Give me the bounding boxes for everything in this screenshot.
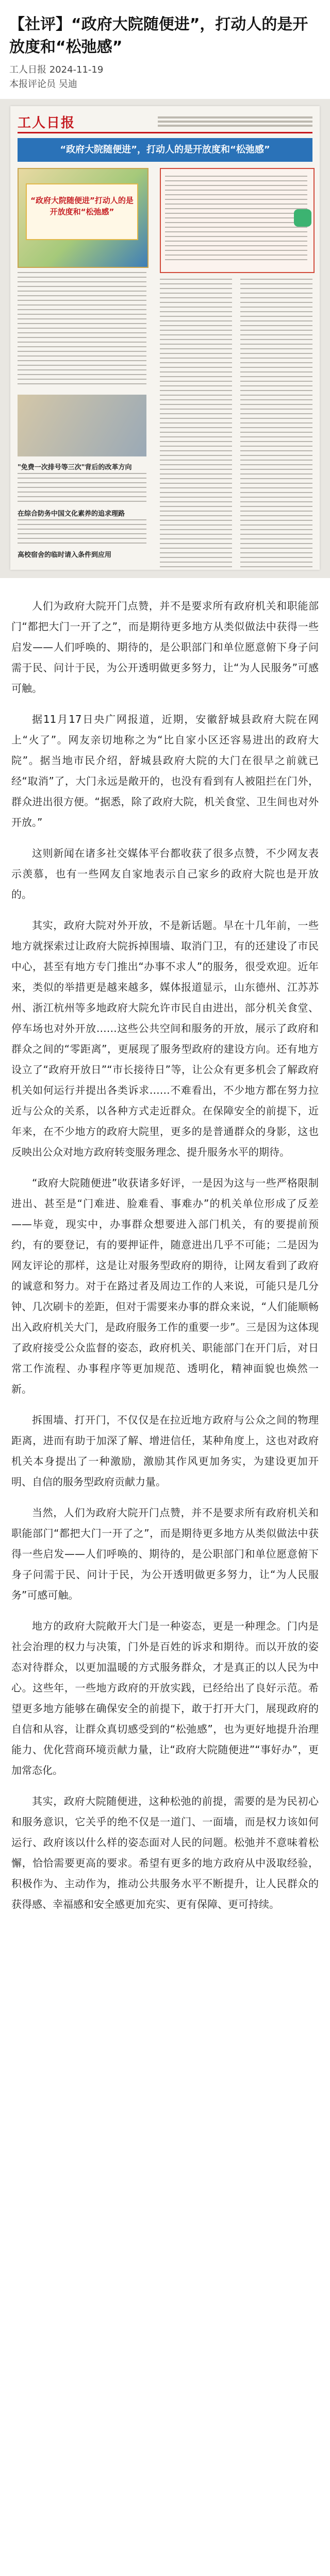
- article-paragraph: 其实，政府大院对外开放，不是新话题。早在十几年前，一些地方就探索过让政府大院拆掉围墙、取消门卫，有的还建设了市民中心，甚至有地方专门推出“办事不求人”的服务，很受欢迎。近年来，类似的举措更是越来越多，媒体报道显示，山东德州、江苏苏州、浙江杭州等多地政府大院允许市民自由进出，部分机关食堂、停车场也对外开放……这些公共空间和服务的开放，展示了政府和群众之间的“零距离”，更展现了服务型政府的建设方向。还有地方设立了“政府开放日”“市长接待日”等，让公众有更多机会了解政府机关如何运行并提出各类诉求……不难看出，不少地方都在努力拉近与公众的关系，以各种方式走近群众。在保障安全的前提下，近年来，在不少地方的政府大院里，更多的是普通群众的身影，这也反映出公众对地方政府转变服务理念、提升服务水平的期待。: [11, 919, 319, 1158]
- article-paragraph: 据11月17日央广网报道，近期，安徽舒城县政府大院在网上“火了”。网友亲切地称之为“比自家小区还容易进出的政府大院”。据当地市民介绍，舒城县政府大院的大门在很早之前就已经“取消”了，大门永远是敞开的，也没有看到有人被阻拦在门外，群众进出很方便。“据悉，除了政府大院，机关食堂、卫生间也对外开放。”: [11, 713, 319, 828]
- masthead-lines: [158, 114, 312, 129]
- newspaper-page: [10, 106, 320, 570]
- newspaper-photo-secondary: [18, 395, 146, 456]
- newspaper-sub-head: 在综合防务中国文化素养的追求理路: [18, 510, 125, 518]
- article-paragraph: 拆围墙、打开门，不仅仅是在拉近地方政府与公众之间的物理距离，进而有助于加深了解、增进信任，某种角度上，这也对政府机关本身提出了一种激励，激励其作风更加务实，为建设更加开明、自信的服务型政府贡献力量。: [11, 1414, 319, 1488]
- newspaper-text-column: [240, 279, 312, 567]
- newspaper-text-column: [18, 519, 146, 545]
- article-paragraph: “政府大院随便进”收获诸多好评，一是因为这与一些严格限制进出、甚至是“门难进、脸难看、事难办”的机关单位形成了反差——毕竟，现实中，办事群众想要进入部门机关，有的要提前预约，有的要登记，有的要押证件，随意进出几乎不可能；二是因为网友评论的那样，这是让对服务型政府的期待，让网友看到了政府的诚意和努力。对于在路过者及周边工作的人来说，可能只是几分钟、几次刷卡的差距，但对于需要来办事的群众来说，“人们能顺畅出入政府机关大门，是政府服务工作的重要一步”。三是因为这体现了政府接受公众监督的姿态，政府机关、职能部门在开门后，对日常工作流程、办事程序等更加规范、透明化，精神面貌也焕然一新。: [11, 1177, 319, 1395]
- qr-code-icon: [294, 209, 311, 227]
- newspaper-sub-head: 高校宿舍的临时请入条件到应用: [18, 551, 112, 559]
- article-paragraph: 其实，政府大院随便进，这种松弛的前提，需要的是为民初心和服务意识，它关乎的绝不仅是一道门、一面墙，而是权力该如何运行、政府该以什么样的姿态面对人民的问题。松弛并不意味着松懈，恰恰需要更高的要求。希望有更多的地方政府从中汲取经验，积极作为、主动作为，推动公共服务水平不断提升，让人民群众的获得感、幸福感和安全感更加充实、更有保障、更可持续。: [11, 1795, 319, 1910]
- article-paragraph: 这则新闻在诸多社交媒体平台都收获了很多点赞，不少网友表示羡慕，也有一些网友自家地表示自己家乡的政府大院也是开放的。: [11, 847, 319, 901]
- newspaper-text-column: [160, 279, 232, 567]
- author-byline: 本报评论员 吴迪: [9, 79, 77, 90]
- source-date: 工人日报 2024-11-19: [9, 64, 104, 75]
- newspaper-text-column: [18, 473, 146, 504]
- newspaper-sub-head: "免费一次排号等三次"背后的改革方向: [18, 464, 132, 471]
- article-body: [0, 578, 330, 1914]
- newspaper-logo: 工人日报: [18, 115, 76, 131]
- article-paragraph: 人们为政府大院开门点赞，并不是要求所有政府机关和职能部门“都把大门一开了之”，而是期待更多地方从类似做法中获得一些启发——人们呼唤的、期待的，是公职部门和单位愿意俯下身子问需于民、问计于民，为公开透明做更多努力，让“为人民服务”可感可触。: [11, 600, 319, 694]
- newspaper-banner: “政府大院随便进”，打动人的是开放度和“松弛感”: [18, 138, 312, 162]
- newspaper-text-column: [18, 272, 146, 385]
- newspaper-photo-caption: “政府大院随便进”打动人的是开放度和“松弛感”: [26, 183, 138, 240]
- newspaper-image: [0, 99, 330, 578]
- article-paragraph: 当然，人们为政府大院开门点赞，并不是要求所有政府机关和职能部门“都把大门一开了之”，而是期待更多地方从类似做法中获得一些启发——人们呼唤的、期待的，是公职部门和单位愿意俯下身子问需于民、问计于民，为公开透明做更多努力，让“为人民服务”可感可触。: [11, 1506, 319, 1601]
- newspaper-text-column: [165, 176, 307, 263]
- article-meta: [0, 59, 330, 92]
- article-title: 【社评】“政府大院随便进”，打动人的是开放度和“松弛感”: [9, 15, 308, 56]
- article-paragraph: 地方的政府大院敞开大门是一种姿态，更是一种理念。门内是社会治理的权力与决策，门外是百姓的诉求和期待。而以开放的姿态对待群众，以更加温暖的方式服务群众，才是真正的以人民为中心。这些年，一些地方政府的开放实践，已经给出了良好示范。希望更多地方能够在确保安全的前提下，敢于打开大门，展现政府的自信和从容，让群众真切感受到的“松弛感”，也为更好地提升治理能力、优化营商环境贡献力量，让“政府大院随便进”“事好办”，更加常态化。: [11, 1620, 319, 1776]
- newspaper-masthead: [18, 111, 312, 133]
